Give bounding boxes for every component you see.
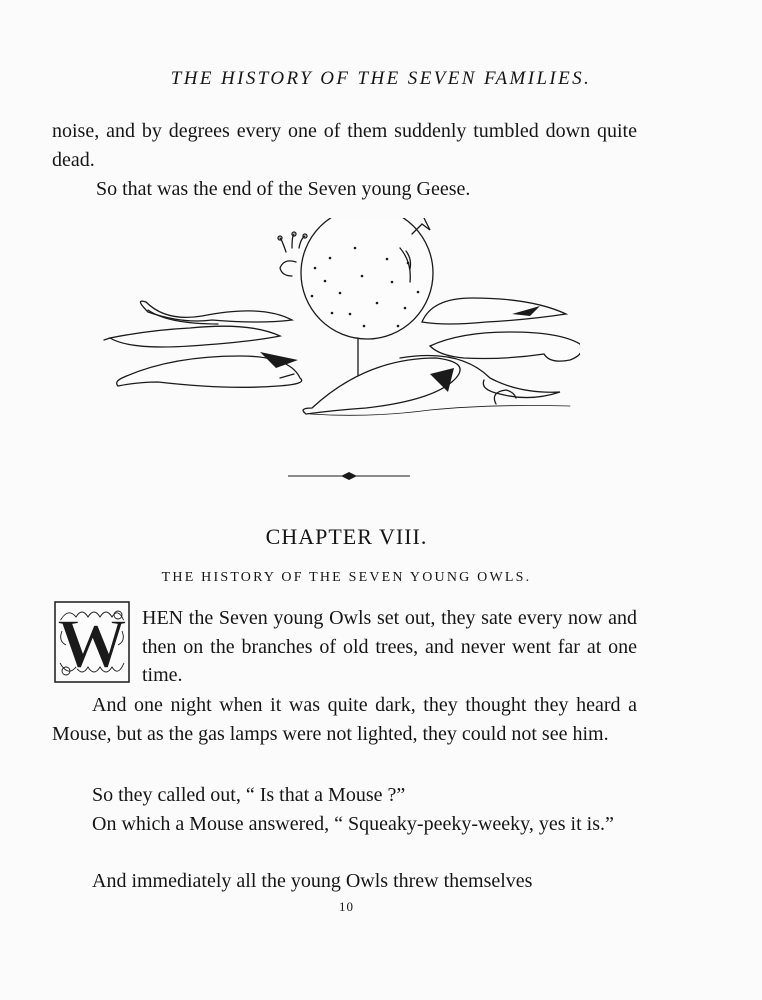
running-head: THE HISTORY OF THE SEVEN FAMILIES. <box>170 68 592 89</box>
paragraph-called-out: So they called out, “ Is that a Mouse ?” <box>92 784 406 806</box>
ornamental-divider <box>286 468 412 484</box>
chapter-subtitle: THE HISTORY OF THE SEVEN YOUNG OWLS. <box>161 570 532 585</box>
paragraph-owls-set-out: HEN the Seven young Owls set out, they sate every now and then on the branches of old trees, and never went far at one time. <box>142 607 637 686</box>
page-number: 10 <box>339 899 354 914</box>
paragraph-owls-threw: And immediately all the young Owls threw themselves <box>92 870 533 892</box>
drop-cap-w <box>54 601 130 683</box>
geese-illustration <box>100 218 580 428</box>
paragraph-geese-end: noise, and by degrees every one of them suddenly tumbled down quite dead. <box>52 120 637 171</box>
chapter-title: CHAPTER VIII. <box>265 524 428 549</box>
paragraph-mouse-answer: On which a Mouse answered, “ Squeaky-peeky-weeky, yes it is.” <box>92 813 614 835</box>
paragraph-owls-mouse: And one night when it was quite dark, they thought they heard a Mouse, but as the gas lamps were not lighted, they could not see him. <box>52 694 637 745</box>
paragraph-geese-conclusion: So that was the end of the Seven young Geese. <box>96 178 471 200</box>
svg-text:W: W <box>57 606 127 683</box>
